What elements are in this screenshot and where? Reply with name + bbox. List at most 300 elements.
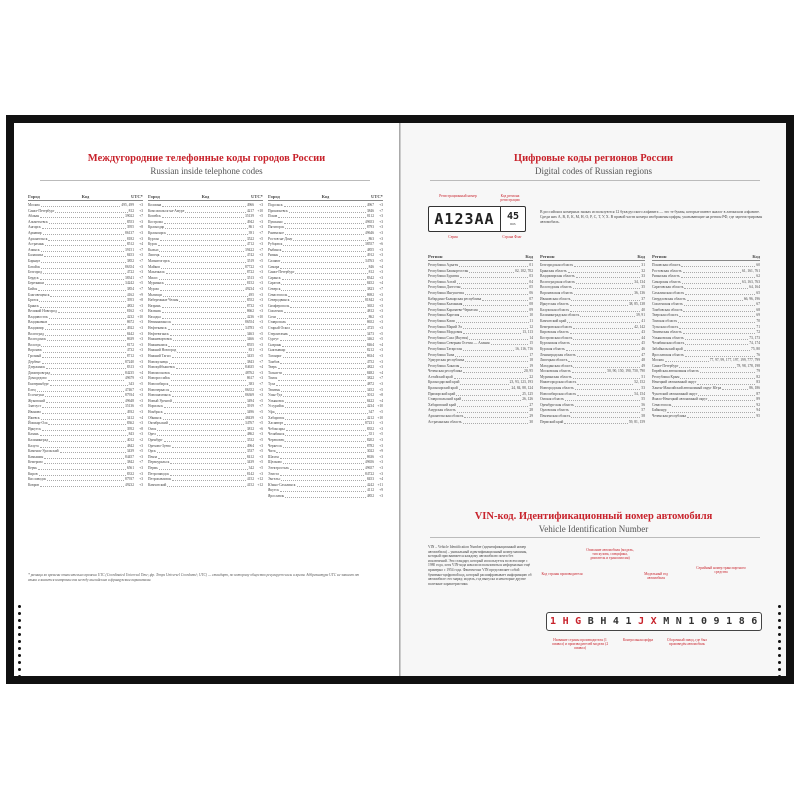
city-utc: +4: [139, 370, 143, 375]
title-rule-right: [430, 180, 760, 181]
city-name: Нижний Тагил: [148, 354, 171, 359]
city-utc: +3: [259, 393, 263, 398]
city-name: Ковров: [28, 482, 40, 487]
region-code: 94: [756, 408, 760, 413]
region-name: Омская область: [540, 397, 565, 402]
region-code: 61, 161, 761: [742, 268, 760, 273]
city-name: Калининград: [28, 437, 49, 442]
city-code: 86352: [245, 387, 254, 392]
leader-dots: [41, 203, 121, 207]
city-code: 8452: [366, 281, 374, 286]
city-utc: +12: [257, 482, 263, 487]
city-name: Улан-Удэ: [268, 393, 283, 398]
city-code: 39422: [245, 247, 254, 252]
leader-dots: [463, 420, 529, 424]
region-code: 87: [756, 391, 760, 396]
city-name: Черкесск: [268, 443, 283, 448]
city-code: 4832: [126, 303, 134, 308]
leader-dots: [279, 253, 366, 257]
leader-dots: [575, 403, 641, 407]
city-row: [268, 494, 383, 500]
vin-char: H: [600, 616, 607, 627]
leader-dots: [44, 455, 124, 459]
region-name: Калужская область: [540, 307, 570, 312]
city-name: Чита: [268, 449, 276, 454]
city-code: 831: [248, 348, 254, 353]
leader-dots: [286, 427, 366, 431]
region-code: 02, 102, 702: [515, 268, 533, 273]
leader-dots: [173, 399, 246, 403]
region-code: 06: [529, 290, 533, 295]
vin-char: 9: [713, 616, 721, 627]
city-name: Хасавюрт: [268, 421, 284, 426]
leader-dots: [167, 231, 248, 235]
city-name: Балашиха: [28, 253, 44, 258]
city-code: 4822: [366, 365, 374, 370]
city-header-2: UTC*: [370, 194, 383, 199]
leader-dots: [60, 449, 126, 453]
city-code: 39151: [125, 247, 134, 252]
city-utc: +11: [377, 482, 383, 487]
region-name: Костромская область: [540, 335, 573, 340]
leader-dots: [165, 225, 247, 229]
city-code: 47467: [125, 387, 134, 392]
city-name: Архангельск: [28, 236, 48, 241]
leader-dots: [283, 444, 366, 448]
city-utc: +3: [379, 270, 383, 275]
city-code: 86554: [245, 320, 254, 325]
region-code: 43: [641, 330, 645, 335]
region-name: Республика Калмыкия: [428, 302, 463, 307]
leader-dots: [681, 263, 755, 267]
region-code: 11: [529, 318, 533, 323]
city-utc: +2: [139, 437, 143, 442]
leader-dots: [479, 308, 529, 312]
city-utc: +5: [259, 326, 263, 331]
city-name: Сызрань: [268, 342, 282, 347]
city-utc: +3: [139, 477, 143, 482]
city-code: 3955: [126, 225, 134, 230]
leader-dots: [171, 371, 244, 375]
leader-dots: [280, 265, 367, 269]
city-name: Нефтекамск: [148, 326, 167, 331]
city-utc: +7: [139, 286, 143, 291]
plate-label-flag: Страна Флаг: [502, 235, 522, 239]
city-utc: +3: [139, 465, 143, 470]
city-code: 34763: [365, 258, 374, 263]
city-code: 3846: [366, 208, 374, 213]
city-name: Сочи: [268, 314, 276, 319]
leader-dots: [45, 326, 126, 330]
city-name: Нижневартовск: [148, 337, 172, 342]
city-code: 342: [248, 465, 254, 470]
leader-dots: [166, 270, 246, 274]
city-utc: +3: [259, 281, 263, 286]
region-name: Республика Северная Осетия — Алания: [428, 341, 490, 346]
book-spine: [399, 123, 401, 676]
leader-dots: [172, 320, 244, 324]
region-name: Тульская область: [652, 324, 679, 329]
leader-dots: [160, 237, 246, 241]
city-utc: +3: [379, 426, 383, 431]
city-name: Златоуст: [28, 404, 42, 409]
leader-dots: [684, 302, 756, 306]
region-header-1: Код: [752, 254, 760, 259]
region-code: 08: [529, 302, 533, 307]
city-name: Копейск: [148, 214, 161, 219]
region-code: 51: [641, 374, 645, 379]
city-utc: +5: [379, 258, 383, 263]
leader-dots: [278, 214, 366, 218]
city-name: Тула: [268, 382, 276, 386]
city-name: Петрозаводск: [148, 471, 169, 476]
binding-holes-right: [778, 605, 781, 678]
leader-dots: [564, 420, 627, 424]
city-code: 4722: [126, 270, 134, 275]
region-code: 42, 142: [634, 324, 645, 329]
city-name: Брянск: [28, 303, 39, 308]
leader-dots: [48, 376, 124, 380]
city-code: 4872: [366, 382, 374, 386]
leader-dots: [455, 353, 528, 357]
city-header-2: UTC*: [250, 194, 263, 199]
leader-dots: [697, 380, 755, 384]
city-code: 49234: [245, 286, 254, 291]
city-utc: +3: [259, 298, 263, 303]
city-utc: +3: [139, 264, 143, 269]
leader-dots: [568, 269, 641, 273]
city-utc: +7: [259, 230, 263, 235]
region-code: 09: [529, 307, 533, 312]
region-name: Забайкальский край: [652, 346, 683, 351]
region-codes-title: Цифровые коды регионов России: [513, 153, 674, 164]
city-code: 35139: [245, 214, 254, 219]
region-name: Самарская область: [652, 279, 681, 284]
city-name: Нижний Новгород: [148, 348, 177, 353]
city-name: Симферополь: [268, 303, 290, 308]
region-name: Саратовская область: [652, 285, 684, 290]
city-name: Иваново: [28, 409, 42, 414]
leader-dots: [170, 460, 245, 464]
city-code: 3012: [366, 393, 374, 398]
license-plate: [428, 206, 526, 232]
city-utc: +5: [379, 387, 383, 392]
city-name: Ангарск: [28, 225, 41, 230]
city-utc: +3: [139, 203, 143, 207]
leader-dots: [567, 319, 640, 323]
region-name: Краснодарский край: [428, 380, 460, 385]
city-utc: +7: [139, 460, 143, 465]
region-name: Ульяновская область: [652, 335, 684, 340]
city-utc: +3: [379, 437, 383, 442]
region-code: 53: [641, 386, 645, 391]
city-utc: +3: [259, 242, 263, 247]
region-code: 03: [529, 274, 533, 279]
city-utc: +3: [379, 320, 383, 325]
city-name: Пятигорск: [268, 225, 285, 230]
region-code: 44: [641, 335, 645, 340]
leader-dots: [285, 399, 366, 403]
city-utc: +3: [139, 230, 143, 235]
leader-dots: [280, 360, 366, 364]
region-name: Чукотский автономный округ: [652, 391, 698, 396]
city-code: 3519: [246, 258, 254, 263]
city-code: 4922: [126, 326, 134, 331]
leader-dots: [289, 209, 366, 213]
city-name: Обнинск: [148, 415, 162, 420]
city-name: Октябрьский: [148, 421, 168, 426]
leader-dots: [469, 336, 528, 340]
city-name: Каменск-Уральский: [28, 449, 59, 454]
leader-dots: [684, 347, 750, 351]
city-utc: +7: [379, 286, 383, 291]
vin-char: 1: [625, 616, 633, 627]
region-name: Еврейская автономная область: [652, 369, 699, 374]
leader-dots: [573, 325, 633, 329]
leader-dots: [577, 353, 641, 357]
region-name: Москва: [652, 358, 664, 363]
city-utc: +3: [259, 443, 263, 448]
leader-dots: [288, 293, 366, 297]
city-name: Тверь: [268, 365, 277, 370]
region-name: Сахалинская область: [652, 290, 685, 295]
city-name: Шахты: [268, 454, 279, 459]
phone-codes-title: Междугородние телефонные коды городов России: [87, 153, 326, 164]
region-code: 58: [641, 414, 645, 419]
city-code: 8142: [246, 471, 254, 476]
city-code: 8182: [126, 236, 134, 241]
city-code: 846: [368, 264, 374, 269]
city-code: 4966: [246, 203, 254, 207]
city-utc: +5: [379, 409, 383, 414]
title-rule: [40, 180, 370, 181]
region-row: [428, 420, 533, 426]
city-utc: +8: [139, 298, 143, 303]
region-name: Ростовская область: [652, 268, 682, 273]
city-name: Благовещенск: [28, 292, 50, 297]
vin-label-description: Описание автомобиля (модель, тип кузова, специфика, двигатель и трансмиссия): [586, 548, 634, 561]
leader-dots: [570, 408, 641, 412]
region-name: Республика Крым: [652, 374, 680, 379]
city-name: Елец: [28, 387, 36, 392]
city-name: Киров: [28, 471, 38, 476]
vin-char: H: [562, 616, 570, 627]
region-code: 89: [756, 397, 760, 402]
region-name: Курская область: [540, 346, 565, 351]
region-header-1: Код: [637, 254, 645, 259]
city-name: Армавир: [28, 230, 42, 235]
city-name: Йошкар-Ола: [28, 421, 48, 426]
city-utc: +3: [379, 359, 383, 364]
city-utc: +5: [259, 258, 263, 263]
city-code: 38341: [125, 275, 134, 280]
city-code: 8634: [366, 354, 374, 359]
leader-dots: [491, 341, 529, 345]
leader-dots: [280, 472, 364, 476]
city-code: 8672: [126, 320, 134, 325]
leader-dots: [284, 309, 366, 313]
leader-dots: [580, 313, 635, 317]
leader-dots: [570, 330, 641, 334]
region-header-0: Регион: [428, 254, 443, 259]
city-name: Тольятти: [268, 370, 282, 375]
city-name: Березники: [28, 281, 45, 286]
leader-dots: [162, 214, 244, 218]
region-name: Тюменская область: [652, 330, 682, 335]
city-code: 4862: [246, 432, 254, 437]
city-name: Мытищи: [148, 292, 162, 297]
city-name: Кисловодск: [28, 477, 47, 482]
leader-dots: [280, 455, 366, 459]
leader-dots: [172, 393, 244, 397]
leader-dots: [459, 386, 511, 390]
city-code: 4242: [366, 482, 374, 487]
city-code: 3823: [366, 286, 374, 291]
city-code: 3952: [126, 426, 134, 431]
city-name: Екатеринбург: [28, 382, 49, 386]
city-name: Мурманск: [148, 281, 164, 286]
city-code: 8453: [366, 477, 374, 482]
plate-label-code: Код региона регистрации: [500, 194, 520, 203]
region-name: Свердловская область: [652, 296, 686, 301]
city-code: 861: [248, 225, 254, 230]
city-utc: +10: [377, 415, 383, 420]
city-code: 8782: [366, 443, 374, 448]
city-name: Хабаровск: [268, 415, 285, 420]
leader-dots: [463, 325, 528, 329]
leader-dots: [679, 325, 755, 329]
city-code: 3652: [366, 303, 374, 308]
leader-dots: [164, 220, 246, 224]
city-name: Пермь: [148, 465, 158, 470]
region-name: Томская область: [652, 318, 678, 323]
city-utc: +3: [379, 219, 383, 224]
region-code: 19: [529, 363, 533, 368]
city-utc: +3: [139, 443, 143, 448]
city-code: 8692: [366, 292, 374, 297]
city-code: 8553: [126, 219, 134, 224]
region-name: Новгородская область: [540, 386, 574, 391]
leader-dots: [284, 203, 366, 207]
leader-dots: [162, 309, 246, 313]
region-code: 35: [641, 285, 645, 290]
city-code: 3466: [246, 337, 254, 342]
leader-dots: [575, 386, 641, 390]
city-name: Стерлитамак: [268, 331, 288, 336]
leader-dots: [168, 343, 245, 347]
leader-dots: [40, 483, 124, 487]
leader-dots: [165, 281, 246, 285]
region-name: Байконур: [652, 408, 667, 413]
city-code: 49232: [125, 482, 134, 487]
city-name: Южно-Сахалинск: [268, 482, 296, 487]
leader-dots: [665, 358, 709, 362]
city-code: 84235: [125, 370, 134, 375]
leader-dots: [464, 414, 528, 418]
region-name: Республика Бурятия: [428, 274, 459, 279]
city-name: Тамбов: [268, 359, 280, 364]
city-name: Набережные Челны: [148, 298, 179, 303]
vin-char: 1: [726, 616, 733, 627]
region-name: Республика Мордовия: [428, 330, 463, 335]
leader-dots: [679, 364, 735, 368]
leader-dots: [463, 330, 521, 334]
leader-dots: [685, 353, 756, 357]
leader-dots: [164, 410, 246, 414]
leader-dots: [42, 354, 126, 358]
leader-dots: [159, 276, 246, 280]
city-name: Махачкала: [148, 270, 165, 275]
region-name: Хабаровский край: [428, 402, 457, 407]
leader-dots: [173, 337, 246, 341]
leader-dots: [680, 375, 755, 379]
city-code: 8722: [246, 270, 254, 275]
vin-char: J: [638, 616, 645, 627]
city-utc: +3: [259, 286, 263, 291]
city-name: Новый Уренгой: [148, 398, 172, 403]
city-code: 49653: [365, 219, 374, 224]
leader-dots: [285, 494, 366, 498]
region-code: 69: [756, 313, 760, 318]
city-utc: +10: [377, 404, 383, 409]
region-name: Курганская область: [540, 341, 570, 346]
leader-dots: [576, 280, 633, 284]
region-name: Магаданская область: [540, 363, 573, 368]
city-code: 4812: [366, 309, 374, 314]
city-code: 4852: [366, 493, 374, 498]
city-utc: +3: [379, 203, 383, 207]
region-header-0: Регион: [652, 254, 667, 259]
plate-country: RUS: [510, 222, 516, 226]
region-code: 41: [641, 318, 645, 323]
city-code: 81842: [365, 298, 374, 303]
region-code: 18: [529, 358, 533, 363]
leader-dots: [48, 237, 125, 241]
leader-dots: [44, 460, 126, 464]
city-code: 3022: [366, 449, 374, 454]
city-utc: +3: [259, 415, 263, 420]
leader-dots: [463, 347, 514, 351]
leader-dots: [285, 231, 364, 235]
region-code: 39, 91: [636, 313, 645, 318]
city-name: Дзержинск: [28, 365, 46, 370]
city-utc: +5: [259, 275, 263, 280]
region-code: 24, 84, 88, 124: [511, 386, 533, 391]
city-name: Владимир: [28, 326, 44, 331]
city-name: Москва: [28, 203, 40, 207]
vin-char: X: [650, 616, 658, 627]
city-name: Комсомольск-на-Амуре: [148, 208, 185, 213]
city-utc: +5: [379, 331, 383, 336]
city-utc: +3: [139, 359, 143, 364]
city-utc: +3: [139, 432, 143, 437]
region-code: 75, 80: [751, 346, 760, 351]
city-utc: +3: [259, 309, 263, 314]
region-name: Республика Адыгея: [428, 263, 459, 267]
region-code: 65: [756, 290, 760, 295]
leader-dots: [172, 354, 246, 358]
city-utc: +10: [257, 208, 263, 213]
city-utc: +3: [139, 365, 143, 370]
city-code: 3439: [126, 449, 134, 454]
region-name: Калининградская область: [540, 313, 580, 318]
vin-char: 4: [612, 616, 620, 627]
city-name: Череповец: [268, 437, 285, 442]
leader-dots: [283, 242, 364, 246]
region-name: Ханты-Мансийский автономный округ Югра: [652, 386, 722, 391]
city-name: Ульяновск: [268, 398, 284, 403]
city-code: 812: [368, 270, 374, 275]
